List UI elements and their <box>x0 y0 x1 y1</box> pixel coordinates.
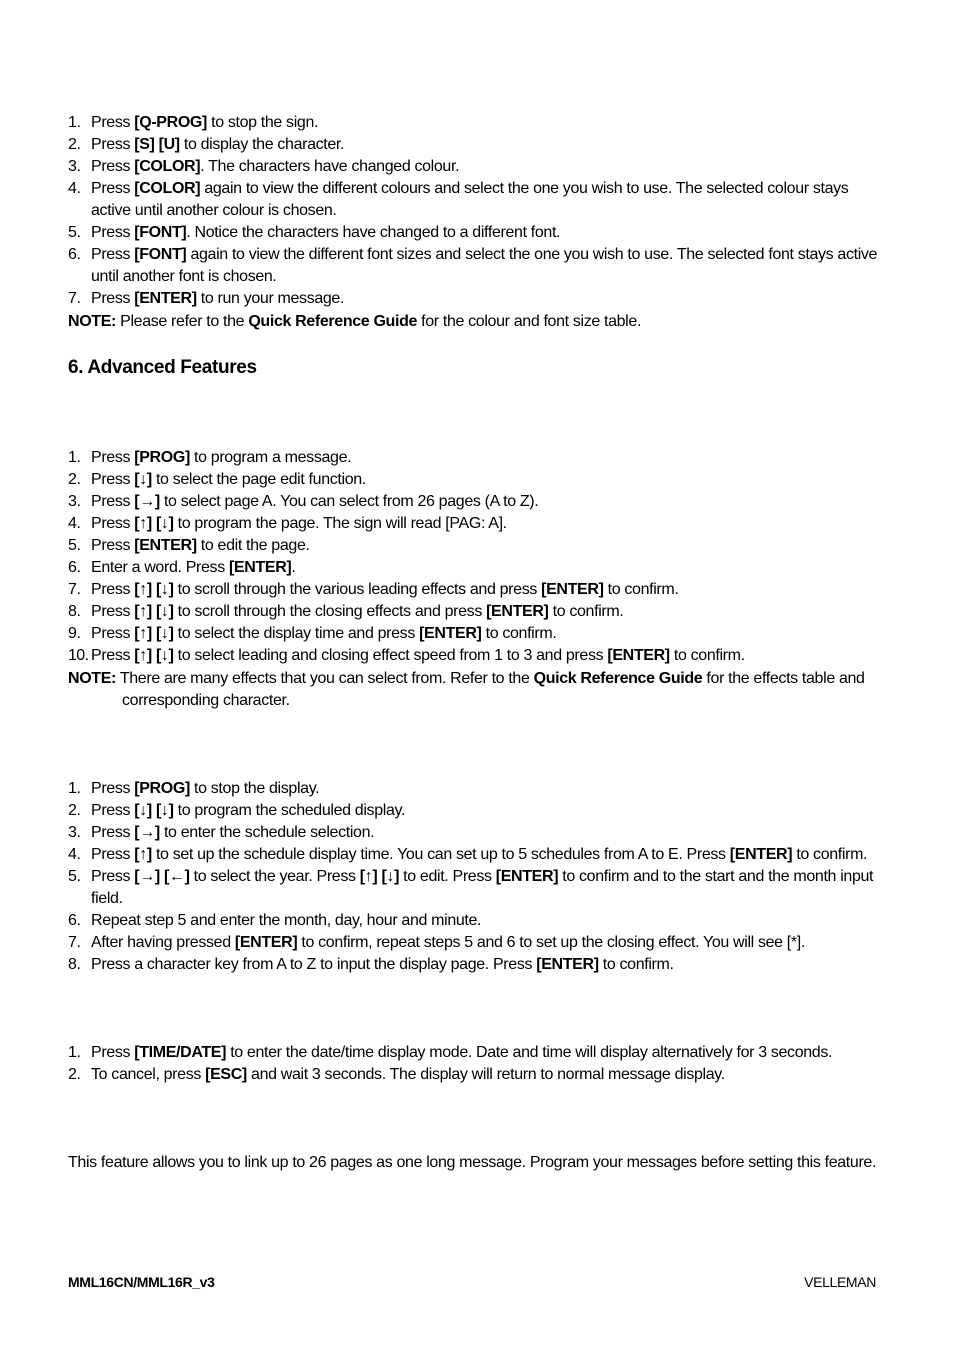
bold-term: [ENTER] <box>486 603 549 620</box>
list-item-text: Press [↓] to select the page edit function. <box>91 471 366 488</box>
list-item-text: After having pressed [ENTER] to confirm, repeat steps 5 and 6 to set up the closing effect. You will see [*]. <box>91 934 805 951</box>
link-pages-paragraph: This feature allows you to link up to 26 pages as one long message. Program your messages before setting this feature. <box>68 1154 877 1171</box>
list-item-number: 9. <box>68 625 81 642</box>
bold-term: [ENTER] <box>541 581 604 598</box>
bold-term: [S] [U] <box>134 136 180 153</box>
bold-term: [↑] [↓] <box>134 581 174 598</box>
bold-term: [↓] [↓] <box>134 802 174 819</box>
list-item-text: Press [ENTER] to edit the page. <box>91 537 310 554</box>
bold-term: [FONT] <box>134 246 187 263</box>
bold-term: [PROG] <box>134 449 190 466</box>
steps-list-1 <box>68 112 880 310</box>
list-item <box>68 822 880 844</box>
list-item-number: 1. <box>68 780 81 797</box>
footer-model-code: MML16CN/MML16R_v3 <box>68 1274 215 1290</box>
list-item-text: Press [TIME/DATE] to enter the date/time display mode. Date and time will display alternatively for 3 seconds. <box>91 1044 833 1061</box>
list-item <box>68 112 880 134</box>
list-item <box>68 1064 880 1086</box>
bold-term: [COLOR] <box>134 180 201 197</box>
bold-term: [ENTER] <box>495 868 559 885</box>
bold-term: Quick Reference Guide <box>533 670 703 687</box>
list-item-number: 1. <box>68 449 81 466</box>
list-item-number: 4. <box>68 515 81 532</box>
list-item <box>68 244 880 288</box>
list-item-number: 5. <box>68 224 81 241</box>
bold-term: [ENTER] <box>134 290 197 307</box>
list-item <box>68 156 880 178</box>
list-item-text: Press [COLOR] again to view the different colours and select the one you wish to use. The selected colour stays active until another colour is chosen. <box>91 180 849 219</box>
list-item <box>68 469 880 491</box>
list-item-number: 6. <box>68 912 81 929</box>
list-item-number: 2. <box>68 471 81 488</box>
list-item <box>68 910 880 932</box>
list-item-number: 3. <box>68 824 81 841</box>
list-item <box>68 579 880 601</box>
document-page <box>68 112 880 1174</box>
bold-term: [ENTER] <box>419 625 482 642</box>
bold-term: [↑] <box>134 846 152 863</box>
list-item-text: Press [↓] [↓] to program the scheduled display. <box>91 802 406 819</box>
bold-term: [ENTER] <box>607 647 670 664</box>
bold-term: [↑] [↓] <box>134 515 174 532</box>
list-item-text: Repeat step 5 and enter the month, day, hour and minute. <box>91 912 482 929</box>
list-item-number: 7. <box>68 934 81 951</box>
list-item-text: Press [→] to select page A. You can select from 26 pages (A to Z). <box>91 493 539 510</box>
list-item-number: 8. <box>68 603 81 620</box>
footer-brand: VELLEMAN <box>804 1274 876 1290</box>
list-item-number: 4. <box>68 846 81 863</box>
note-1: NOTE: Please refer to the Quick Reference Guide for the colour and font size table. <box>68 313 642 330</box>
list-item-text: Press [FONT] again to view the different font sizes and select the one you wish to use. The selected font stays active until another font is chosen. <box>91 246 878 285</box>
list-item-text: Enter a word. Press [ENTER]. <box>91 559 296 576</box>
list-item <box>68 134 880 156</box>
list-item <box>68 513 880 535</box>
list-item <box>68 178 880 222</box>
list-item <box>68 447 880 469</box>
bold-term: [↑] [↓] <box>134 625 174 642</box>
list-item-text: To cancel, press [ESC] and wait 3 seconds. The display will return to normal message display. <box>91 1066 725 1083</box>
list-item-text: Press [ENTER] to run your message. <box>91 290 345 307</box>
bold-term: [→] <box>134 493 160 510</box>
list-item-number: 7. <box>68 290 81 307</box>
list-item-text: Press [↑] to set up the schedule display time. You can set up to 5 schedules from A to E. Press [ENTER] to confirm. <box>91 846 868 863</box>
list-item-text: Press [S] [U] to display the character. <box>91 136 345 153</box>
list-item <box>68 288 880 310</box>
bold-term: [PROG] <box>134 780 190 797</box>
bold-term: [↓] <box>134 471 152 488</box>
list-item-text: Press [FONT]. Notice the characters have changed to a different font. <box>91 224 561 241</box>
list-item <box>68 623 880 645</box>
bold-term: [ENTER] <box>228 559 292 576</box>
list-item-text: Press [↑] [↓] to program the page. The sign will read [PAG: A]. <box>91 515 507 532</box>
bold-term: [ENTER] <box>536 956 599 973</box>
list-item-text: Press a character key from A to Z to input the display page. Press [ENTER] to confirm. <box>91 956 674 973</box>
bold-term: [FONT] <box>134 224 187 241</box>
list-item <box>68 800 880 822</box>
list-item-number: 5. <box>68 537 81 554</box>
section-heading-advanced-features: 6. Advanced Features <box>68 357 257 378</box>
list-item-number: 4. <box>68 180 81 197</box>
list-item <box>68 778 880 800</box>
list-item-number: 1. <box>68 114 81 131</box>
bold-term: NOTE: <box>68 313 117 330</box>
list-item-number: 10. <box>68 647 89 664</box>
steps-list-4 <box>68 1042 880 1086</box>
list-item-number: 7. <box>68 581 81 598</box>
bold-term: NOTE: <box>68 670 117 687</box>
steps-list-2 <box>68 447 880 667</box>
list-item-number: 6. <box>68 246 81 263</box>
list-item-number: 5. <box>68 868 81 885</box>
list-item <box>68 954 880 976</box>
bold-term: [TIME/DATE] <box>134 1044 227 1061</box>
list-item-text: Press [PROG] to program a message. <box>91 449 352 466</box>
list-item-text: Press [COLOR]. The characters have changed colour. <box>91 158 460 175</box>
list-item <box>68 645 880 667</box>
list-item-number: 2. <box>68 802 81 819</box>
list-item <box>68 866 880 910</box>
list-item <box>68 491 880 513</box>
list-item <box>68 557 880 579</box>
bold-term: [ENTER] <box>234 934 298 951</box>
list-item-number: 8. <box>68 956 81 973</box>
list-item-text: Press [→] [←] to select the year. Press [↑] [↓] to edit. Press [ENTER] to confirm and to the start and the month input field. <box>91 868 874 907</box>
list-item-text: Press [↑] [↓] to scroll through the various leading effects and press [ENTER] to confirm. <box>91 581 679 598</box>
list-item-text: Press [↑] [↓] to scroll through the closing effects and press [ENTER] to confirm. <box>91 603 624 620</box>
list-item-text: Press [→] to enter the schedule selection. <box>91 824 375 841</box>
bold-term: [Q-PROG] <box>134 114 207 131</box>
list-item <box>68 844 880 866</box>
list-item <box>68 932 880 954</box>
list-item-number: 3. <box>68 493 81 510</box>
list-item-text: Press [Q-PROG] to stop the sign. <box>91 114 319 131</box>
bold-term: Quick Reference Guide <box>248 313 418 330</box>
bold-term: [ENTER] <box>729 846 793 863</box>
list-item-number: 2. <box>68 1066 81 1083</box>
list-item <box>68 535 880 557</box>
bold-term: [↑] [↓] <box>134 603 174 620</box>
list-item-number: 3. <box>68 158 81 175</box>
list-item-number: 1. <box>68 1044 81 1061</box>
list-item <box>68 601 880 623</box>
list-item-number: 6. <box>68 559 81 576</box>
bold-term: [→] <box>134 824 160 841</box>
bold-term: [COLOR] <box>134 158 201 175</box>
note-2: NOTE: There are many effects that you can select from. Refer to the Quick Reference Guide for the effects table and corresponding character. <box>68 670 865 709</box>
steps-list-3 <box>68 778 880 976</box>
bold-term: [↑] [↓] <box>134 647 174 664</box>
list-item-text: Press [↑] [↓] to select leading and closing effect speed from 1 to 3 and press [ENTER] to confirm. <box>91 647 745 664</box>
list-item-text: Press [↑] [↓] to select the display time and press [ENTER] to confirm. <box>91 625 557 642</box>
list-item <box>68 1042 880 1064</box>
bold-term: [ENTER] <box>134 537 197 554</box>
list-item-number: 2. <box>68 136 81 153</box>
list-item <box>68 222 880 244</box>
bold-term: [↑] [↓] <box>359 868 400 885</box>
list-item-text: Press [PROG] to stop the display. <box>91 780 320 797</box>
bold-term: [→] [←] <box>134 868 190 885</box>
bold-term: [ESC] <box>205 1066 247 1083</box>
